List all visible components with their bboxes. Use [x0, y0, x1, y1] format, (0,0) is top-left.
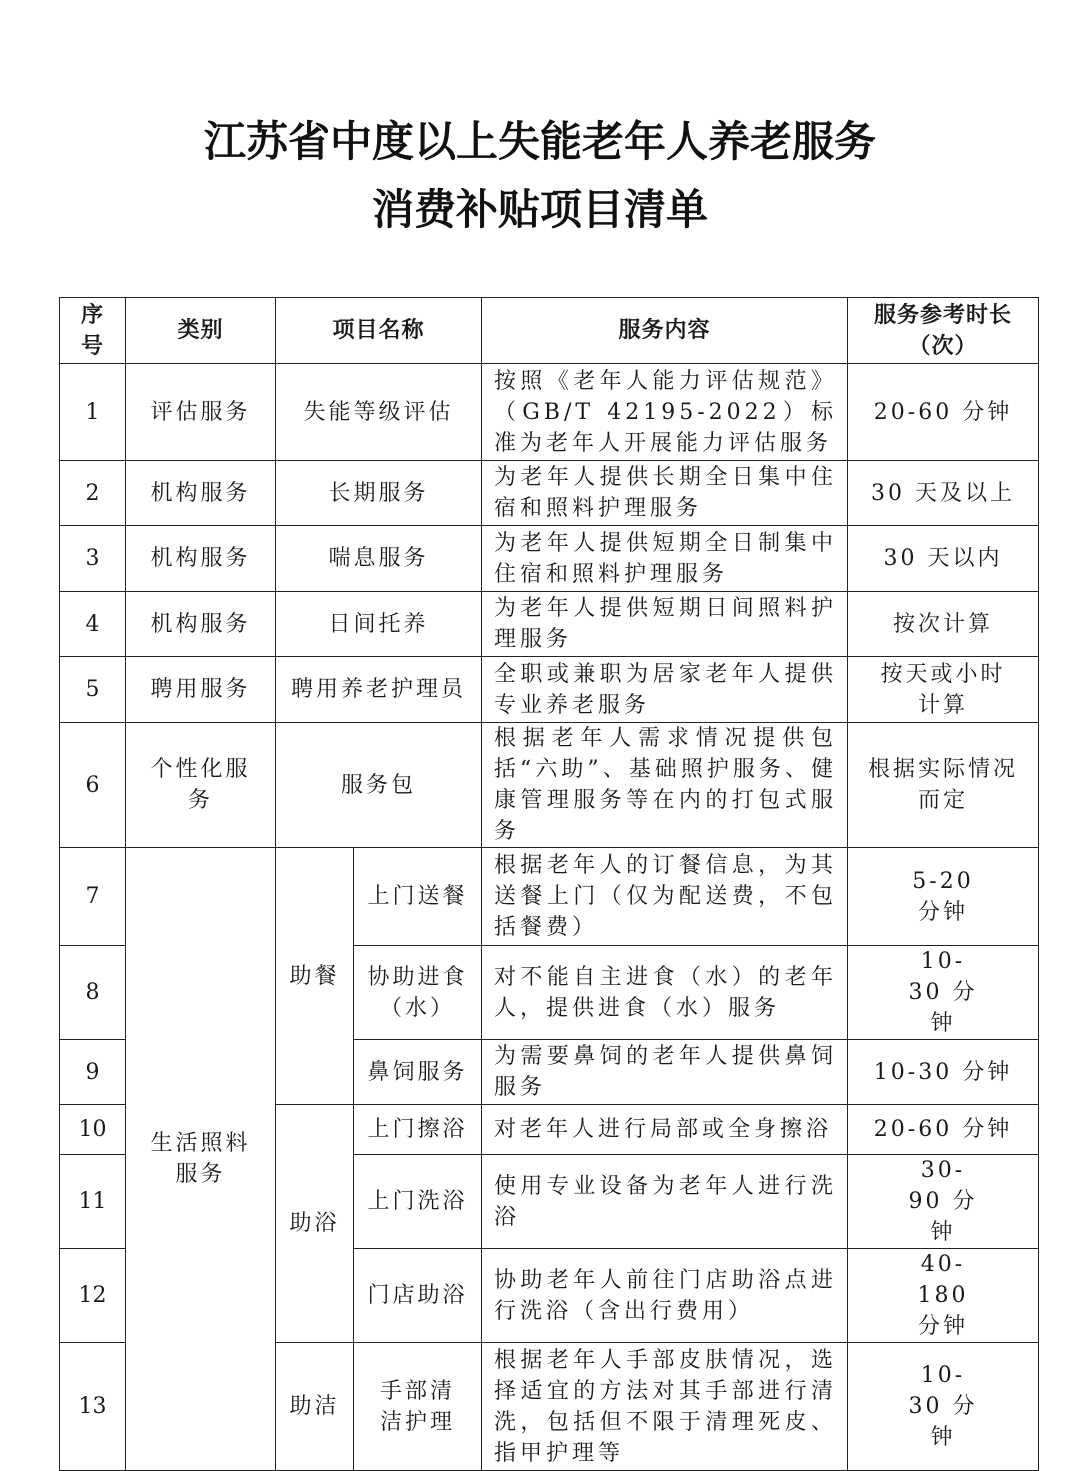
row-no: 4 — [60, 592, 126, 657]
row-no: 13 — [60, 1343, 126, 1471]
row-no: 6 — [60, 723, 126, 848]
row-duration: 5-20 分钟 — [848, 848, 1039, 946]
row-content: 为老年人提供短期全日制集中住宿和照料护理服务 — [482, 526, 848, 592]
row-category: 聘用服务 — [126, 657, 276, 723]
row-no: 2 — [60, 461, 126, 526]
row-item: 聘用养老护理员 — [276, 657, 482, 723]
row-no: 10 — [60, 1105, 126, 1155]
row-item: 上门洗浴 — [354, 1155, 482, 1249]
row-no: 7 — [60, 848, 126, 946]
page-title-line-2: 消费补贴项目清单 — [371, 185, 708, 234]
row-content: 为老年人提供短期日间照料护理服务 — [482, 592, 848, 657]
row-duration: 根据实际情况而定 — [848, 723, 1039, 848]
header-no: 序号 — [60, 298, 126, 364]
row-content: 全职或兼职为居家老年人提供专业养老服务 — [482, 657, 848, 723]
header-item: 项目名称 — [276, 298, 482, 364]
group-bath-help: 助浴 — [276, 1105, 354, 1343]
table-row — [60, 723, 1039, 848]
row-no: 12 — [60, 1249, 126, 1343]
table-row — [60, 364, 1039, 461]
row-no: 1 — [60, 364, 126, 461]
header-content: 服务内容 — [482, 298, 848, 364]
row-no: 3 — [60, 526, 126, 592]
table-row — [60, 848, 1039, 946]
row-item: 上门送餐 — [354, 848, 482, 946]
row-duration: 20-60 分钟 — [848, 1105, 1039, 1155]
row-item: 失能等级评估 — [276, 364, 482, 461]
row-category: 机构服务 — [126, 526, 276, 592]
row-content: 按照《老年人能力评估规范》（GB/T 42195-2022）标准为老年人开展能力评估服务 — [482, 364, 848, 461]
row-content: 协助老年人前往门店助浴点进行洗浴（含出行费用） — [482, 1249, 848, 1343]
row-item: 长期服务 — [276, 461, 482, 526]
row-duration: 30-90 分钟 — [848, 1155, 1039, 1249]
group-meal-help: 助餐 — [276, 848, 354, 1105]
row-content: 对老年人进行局部或全身擦浴 — [482, 1105, 848, 1155]
header-category: 类别 — [126, 298, 276, 364]
group-clean-help: 助洁 — [276, 1343, 354, 1471]
row-duration: 20-60 分钟 — [848, 364, 1039, 461]
row-item: 上门擦浴 — [354, 1105, 482, 1155]
table-row — [60, 592, 1039, 657]
header-duration: 服务参考时长（次） — [848, 298, 1039, 364]
row-content: 对不能自主进食（水）的老年人，提供进食（水）服务 — [482, 946, 848, 1040]
row-duration: 30 天及以上 — [848, 461, 1039, 526]
row-duration: 40-180 分钟 — [848, 1249, 1039, 1343]
table-header-row — [60, 298, 1039, 364]
row-duration: 按次计算 — [848, 592, 1039, 657]
row-no: 5 — [60, 657, 126, 723]
row-item: 协助进食（水） — [354, 946, 482, 1040]
row-no: 8 — [60, 946, 126, 1040]
row-content: 根据老年人手部皮肤情况，选择适宜的方法对其手部进行清洗，包括但不限于清理死皮、指甲护理等 — [482, 1343, 848, 1471]
row-content: 为老年人提供长期全日集中住宿和照料护理服务 — [482, 461, 848, 526]
row-duration: 10-30 分钟 — [848, 1343, 1039, 1471]
row-category: 机构服务 — [126, 461, 276, 526]
row-duration: 10-30 分钟 — [848, 1040, 1039, 1105]
table-row — [60, 657, 1039, 723]
row-content: 为需要鼻饲的老年人提供鼻饲服务 — [482, 1040, 848, 1105]
row-category: 个性化服务 — [126, 723, 276, 848]
row-category: 机构服务 — [126, 592, 276, 657]
subsidy-items-table — [59, 297, 1039, 1471]
group-life-care: 生活照料服务 — [126, 848, 276, 1471]
row-content: 使用专业设备为老年人进行洗浴 — [482, 1155, 848, 1249]
row-duration: 按天或小时计算 — [848, 657, 1039, 723]
row-duration: 10-30 分钟 — [848, 946, 1039, 1040]
row-item: 手部清洁护理 — [354, 1343, 482, 1471]
table-row — [60, 461, 1039, 526]
page-title-line-1: 江苏省中度以上失能老年人养老服务 — [203, 117, 876, 166]
row-item: 日间托养 — [276, 592, 482, 657]
row-no: 9 — [60, 1040, 126, 1105]
row-category: 评估服务 — [126, 364, 276, 461]
row-content: 根据老年人的订餐信息，为其送餐上门（仅为配送费，不包括餐费） — [482, 848, 848, 946]
row-item: 鼻饲服务 — [354, 1040, 482, 1105]
row-duration: 30 天以内 — [848, 526, 1039, 592]
row-item: 服务包 — [276, 723, 482, 848]
row-item: 门店助浴 — [354, 1249, 482, 1343]
row-content: 根据老年人需求情况提供包括“六助”、基础照护服务、健康管理服务等在内的打包式服务 — [482, 723, 848, 848]
row-no: 11 — [60, 1155, 126, 1249]
row-item: 喘息服务 — [276, 526, 482, 592]
table-row — [60, 526, 1039, 592]
